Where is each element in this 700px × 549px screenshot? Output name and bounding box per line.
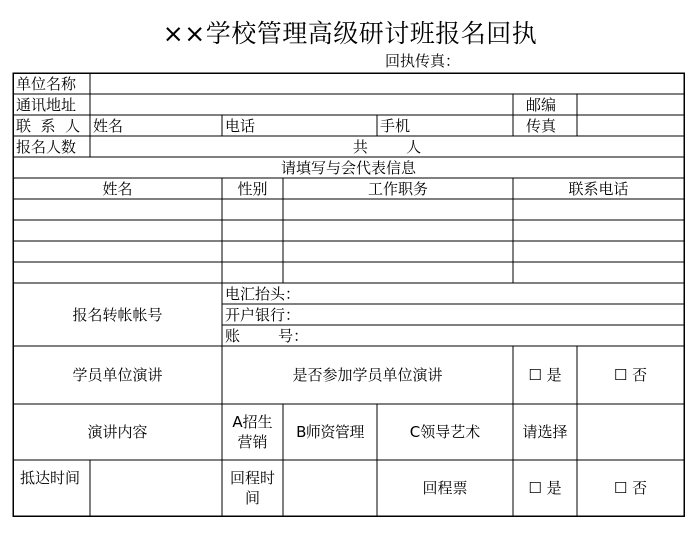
ticket-no-checkbox[interactable]: ☐ 否 — [613, 479, 648, 497]
total-people: 共 人 — [352, 138, 422, 156]
return-ticket-label: 回程票 — [422, 479, 468, 497]
unit-name-label: 单位名称 — [16, 75, 77, 93]
account-number-label: 账 号： — [225, 327, 309, 345]
reps-header: 请填写与会代表信息 — [280, 159, 416, 177]
choose-label: 请选择 — [522, 423, 568, 441]
postcode-label: 邮编 — [526, 96, 557, 114]
enroll-count-label: 报名人数 — [16, 138, 77, 156]
page-title: ××学校管理高级研讨班报名回执 — [162, 19, 538, 48]
name-label: 姓名 — [93, 117, 124, 135]
speech-question: 是否参加学员单位演讲 — [292, 366, 443, 384]
arrival-time-label: 抵达时间 — [19, 469, 80, 487]
return-time-label: 回程时间 — [229, 469, 275, 507]
option-a: A招生营销 — [232, 413, 273, 451]
col-position: 工作职务 — [367, 180, 428, 198]
speech-yes-checkbox[interactable]: ☐ 是 — [528, 366, 562, 384]
option-b: B师资管理 — [296, 423, 364, 441]
col-contact-phone: 联系电话 — [568, 180, 629, 198]
ticket-yes-checkbox[interactable]: ☐ 是 — [528, 479, 562, 497]
speech-no-checkbox[interactable]: ☐ 否 — [613, 366, 648, 384]
fax-field-label: 传真 — [526, 117, 557, 135]
address-label: 通讯地址 — [16, 96, 77, 114]
option-c: C领导艺术 — [409, 423, 481, 441]
content-label: 演讲内容 — [87, 423, 148, 441]
remit-title-label: 电汇抬头： — [225, 285, 301, 303]
bank-name-label: 开户银行： — [225, 306, 301, 324]
mobile-label: 手机 — [380, 117, 411, 135]
speech-label: 学员单位演讲 — [72, 366, 163, 384]
col-name: 姓名 — [102, 180, 133, 198]
bank-account-label: 报名转帐帐号 — [72, 306, 163, 324]
phone-label: 电话 — [225, 117, 256, 135]
col-gender: 性别 — [237, 180, 268, 198]
fax-label: 回执传真： — [385, 52, 461, 70]
contact-label: 联 系 人 — [16, 117, 81, 135]
